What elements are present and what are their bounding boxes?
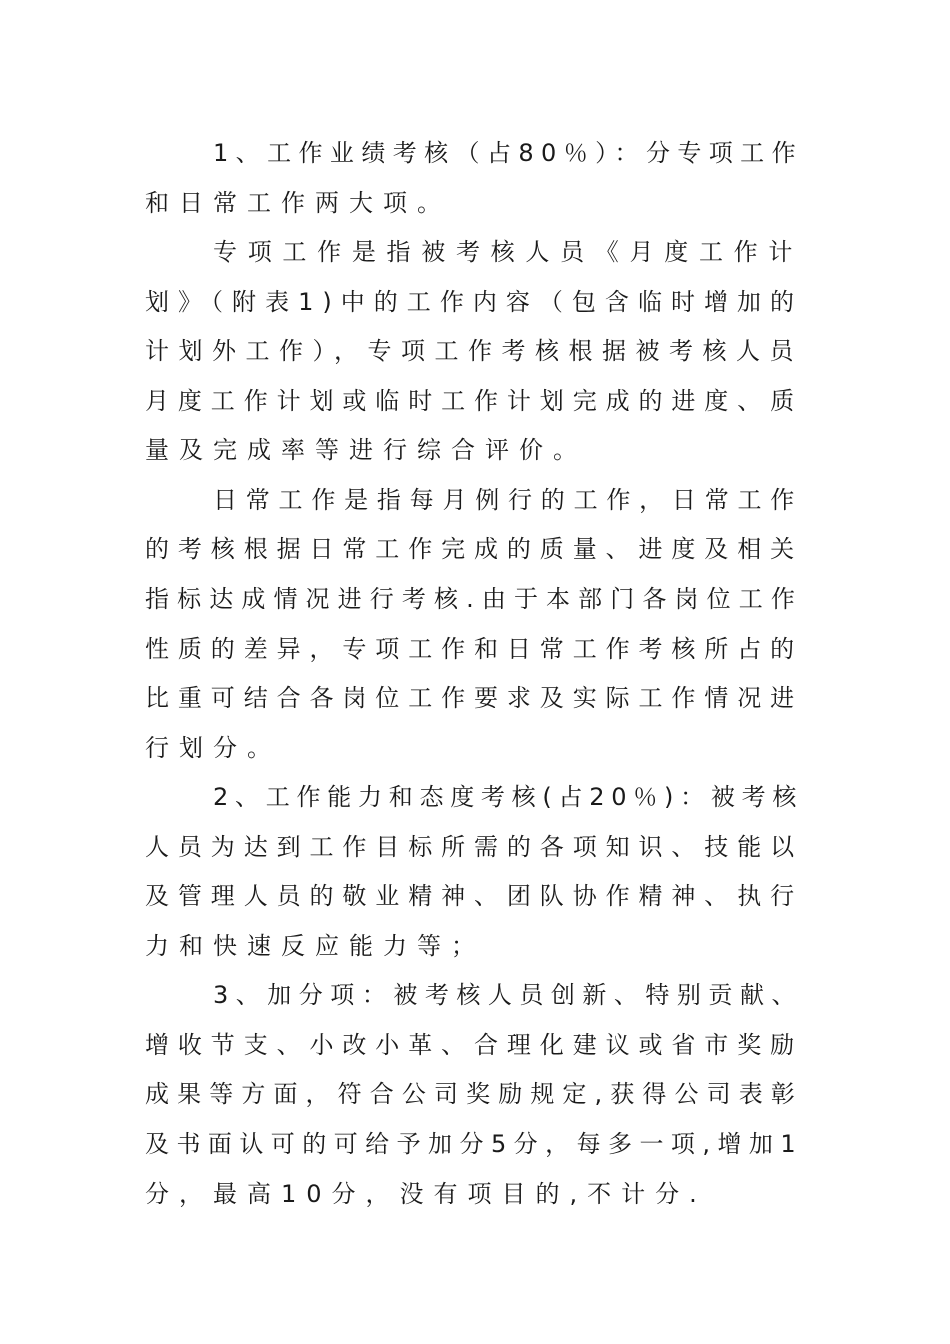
- text-line: 计划外工作），专项工作考核根据被考核人员: [145, 337, 803, 365]
- text-line: 和日常工作两大项。: [145, 189, 451, 217]
- text-line: 1、工作业绩考核（占80％）：分专项工作: [213, 139, 804, 167]
- text-line: 2、工作能力和态度考核(占20％)：被考核: [213, 783, 804, 811]
- text-line: 日常工作是指每月例行的工作，日常工作: [213, 486, 804, 514]
- text-line: 增收节支、小改小革、合理化建议或省市奖励: [145, 1031, 803, 1059]
- text-line: 力和快速反应能力等；: [145, 932, 485, 960]
- text-line: 人员为达到工作目标所需的各项知识、技能以: [145, 833, 803, 861]
- text-line: 及管理人员的敬业精神、团队协作精神、执行: [145, 882, 803, 910]
- text-line: 3、加分项：被考核人员创新、特别贡献、: [213, 981, 803, 1009]
- text-line: 性质的差异，专项工作和日常工作考核所占的: [145, 635, 803, 663]
- text-line: 指标达成情况进行考核.由于本部门各岗位工作: [145, 585, 803, 613]
- text-line: 划》（附表1)中的工作内容（包含临时增加的: [145, 288, 804, 316]
- text-line: 比重可结合各岗位工作要求及实际工作情况进: [145, 684, 803, 712]
- text-line: 分，最高10分，没有项目的,不计分.: [145, 1180, 707, 1208]
- text-line: 行划分。: [145, 734, 281, 762]
- text-line: 专项工作是指被考核人员《月度工作计: [213, 238, 804, 266]
- text-line: 的考核根据日常工作完成的质量、进度及相关: [145, 535, 803, 563]
- text-line: 量及完成率等进行综合评价。: [145, 436, 587, 464]
- text-line: 月度工作计划或临时工作计划完成的进度、质: [145, 387, 803, 415]
- text-line: 及书面认可的可给予加分5分，每多一项,增加1: [145, 1130, 804, 1158]
- text-line: 成果等方面，符合公司奖励规定,获得公司表彰: [145, 1080, 803, 1108]
